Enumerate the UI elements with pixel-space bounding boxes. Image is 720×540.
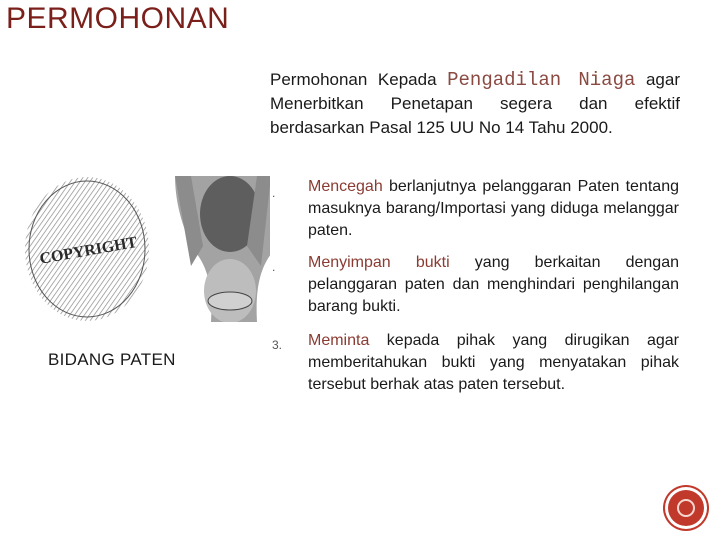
intro-text-end: agar Menerbitkan Penetapan segera dan efektif berdasarkan Pasal 125 UU No 14 Tahu 2000.	[270, 70, 680, 137]
list-item-text: yang berkaitan dengan pelanggaran paten dan menghindari penghilangan barang bukti.	[308, 254, 679, 315]
intro-paragraph	[270, 68, 680, 140]
list-marker: .	[272, 260, 276, 274]
list-item-keyword: Menyimpan bukti	[308, 254, 450, 271]
image-caption: BIDANG PATEN	[48, 350, 176, 369]
list-item-keyword: Meminta	[308, 332, 370, 349]
copyright-figure-illustration	[25, 176, 270, 322]
list-item	[308, 252, 679, 318]
list-item-text: berlanjutnya pelanggaran Paten tentang masuknya barang/Importasi yang diduga melanggar paten.	[308, 178, 679, 239]
list-item	[308, 176, 679, 242]
next-slide-button[interactable]	[668, 490, 704, 526]
list-marker: 3.	[272, 338, 283, 352]
intro-highlight: Pengadilan Niaga	[447, 69, 636, 91]
copyright-figure-image	[25, 176, 270, 322]
copyright-image-text: COPYRIGHT	[38, 233, 139, 268]
list-marker: .	[272, 186, 276, 200]
list-item-text: kepada pihak yang dirugikan agar memberitahukan bukti yang menyatakan pihak tersebut berhak atas paten tersebut.	[308, 332, 679, 393]
intro-text-start: Permohonan Kepada	[270, 70, 448, 89]
list-item-keyword: Mencegah	[308, 178, 383, 195]
slide-title: PERMOHONAN	[6, 2, 230, 35]
list-item	[308, 330, 679, 396]
